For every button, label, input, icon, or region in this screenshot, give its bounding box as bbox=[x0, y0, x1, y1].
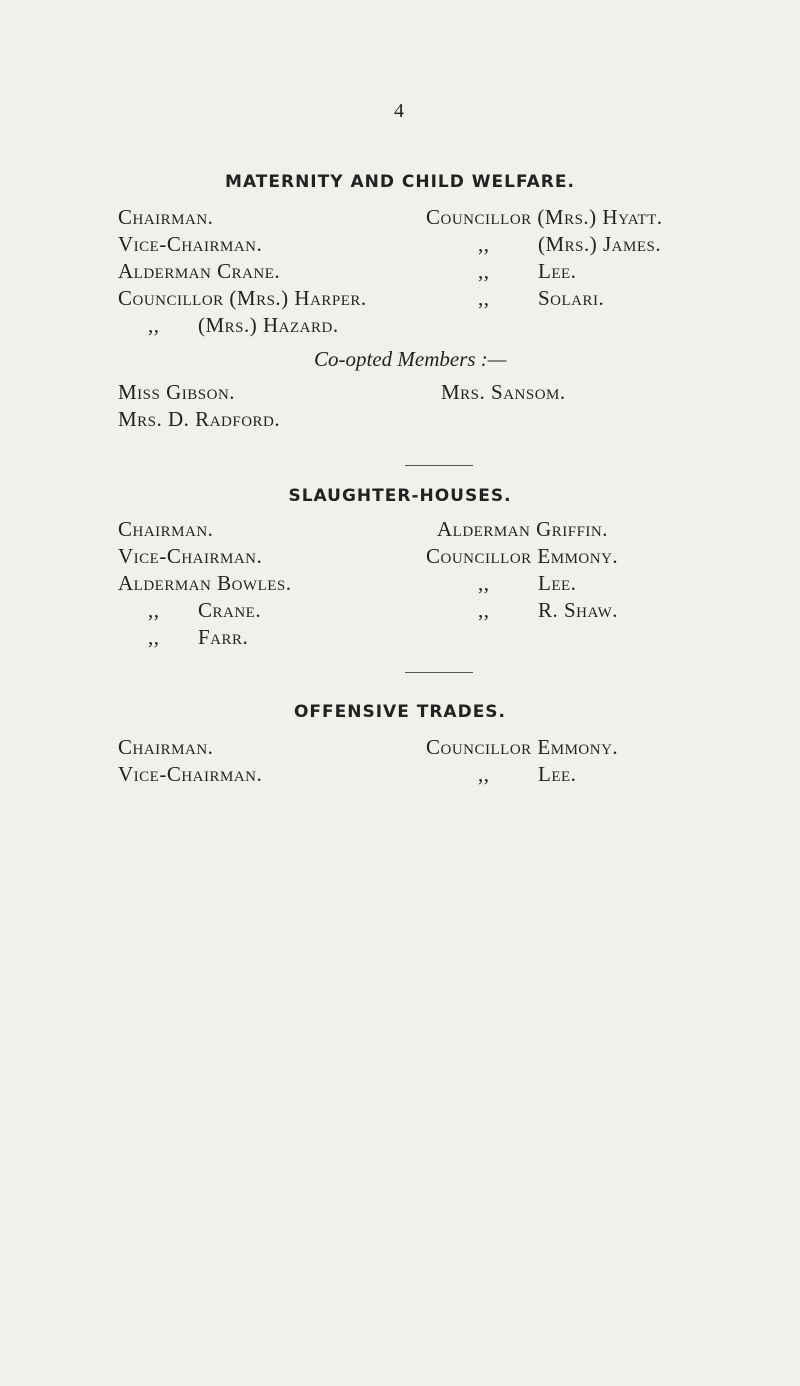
member-name: R. Shaw. bbox=[538, 598, 619, 622]
offensive-member bbox=[478, 762, 576, 787]
member-name: (Mrs.) James. bbox=[538, 232, 662, 256]
section-heading-offensive: OFFENSIVE TRADES. bbox=[293, 702, 507, 722]
maternity-member bbox=[478, 232, 661, 257]
member-name: Lee. bbox=[538, 762, 577, 786]
slaughter-member: Councillor Emmony. bbox=[426, 544, 619, 568]
ditto-mark: ,, bbox=[478, 232, 490, 256]
coopted-member: Miss Gibson. bbox=[118, 380, 236, 404]
ditto-mark: ,, bbox=[478, 598, 490, 622]
section-heading-maternity: MATERNITY AND CHILD WELFARE. bbox=[225, 172, 575, 192]
member-name: Lee. bbox=[538, 259, 577, 283]
section-heading-slaughter: SLAUGHTER-HOUSES. bbox=[288, 486, 512, 506]
member-name: Crane. bbox=[198, 598, 262, 622]
maternity-member: Vice-Chairman. bbox=[118, 232, 263, 256]
slaughter-member bbox=[148, 625, 248, 650]
maternity-member: Councillor (Mrs.) Harper. bbox=[118, 286, 367, 310]
maternity-member bbox=[478, 286, 604, 311]
offensive-member: Chairman. bbox=[118, 735, 214, 759]
coopted-member: Mrs. Sansom. bbox=[441, 380, 566, 404]
ditto-mark: ,, bbox=[478, 259, 490, 283]
ditto-mark: ,, bbox=[478, 286, 490, 310]
ditto-mark: ,, bbox=[148, 598, 160, 622]
maternity-member: Councillor (Mrs.) Hyatt. bbox=[426, 205, 663, 229]
maternity-member bbox=[148, 313, 339, 338]
offensive-member: Vice-Chairman. bbox=[118, 762, 263, 786]
member-name: (Mrs.) Hazard. bbox=[198, 313, 339, 337]
page-number: 4 bbox=[394, 100, 404, 122]
section-divider bbox=[405, 465, 473, 466]
maternity-member bbox=[478, 259, 576, 284]
member-name: Farr. bbox=[198, 625, 249, 649]
slaughter-member: Alderman Bowles. bbox=[118, 571, 292, 595]
ditto-mark: ,, bbox=[148, 313, 160, 337]
coopted-member: Mrs. D. Radford. bbox=[118, 407, 281, 431]
section-divider bbox=[405, 672, 473, 673]
ditto-mark: ,, bbox=[148, 625, 160, 649]
slaughter-member bbox=[478, 571, 576, 596]
coopted-heading: Co-opted Members :— bbox=[314, 347, 507, 371]
slaughter-member: Vice-Chairman. bbox=[118, 544, 263, 568]
maternity-member: Alderman Crane. bbox=[118, 259, 281, 283]
member-name: Solari. bbox=[538, 286, 605, 310]
slaughter-member: Alderman Griffin. bbox=[437, 517, 609, 541]
ditto-mark: ,, bbox=[478, 762, 490, 786]
ditto-mark: ,, bbox=[478, 571, 490, 595]
slaughter-member bbox=[478, 598, 618, 623]
slaughter-member bbox=[148, 598, 261, 623]
slaughter-member: Chairman. bbox=[118, 517, 214, 541]
offensive-member: Councillor Emmony. bbox=[426, 735, 619, 759]
member-name: Lee. bbox=[538, 571, 577, 595]
maternity-member: Chairman. bbox=[118, 205, 214, 229]
